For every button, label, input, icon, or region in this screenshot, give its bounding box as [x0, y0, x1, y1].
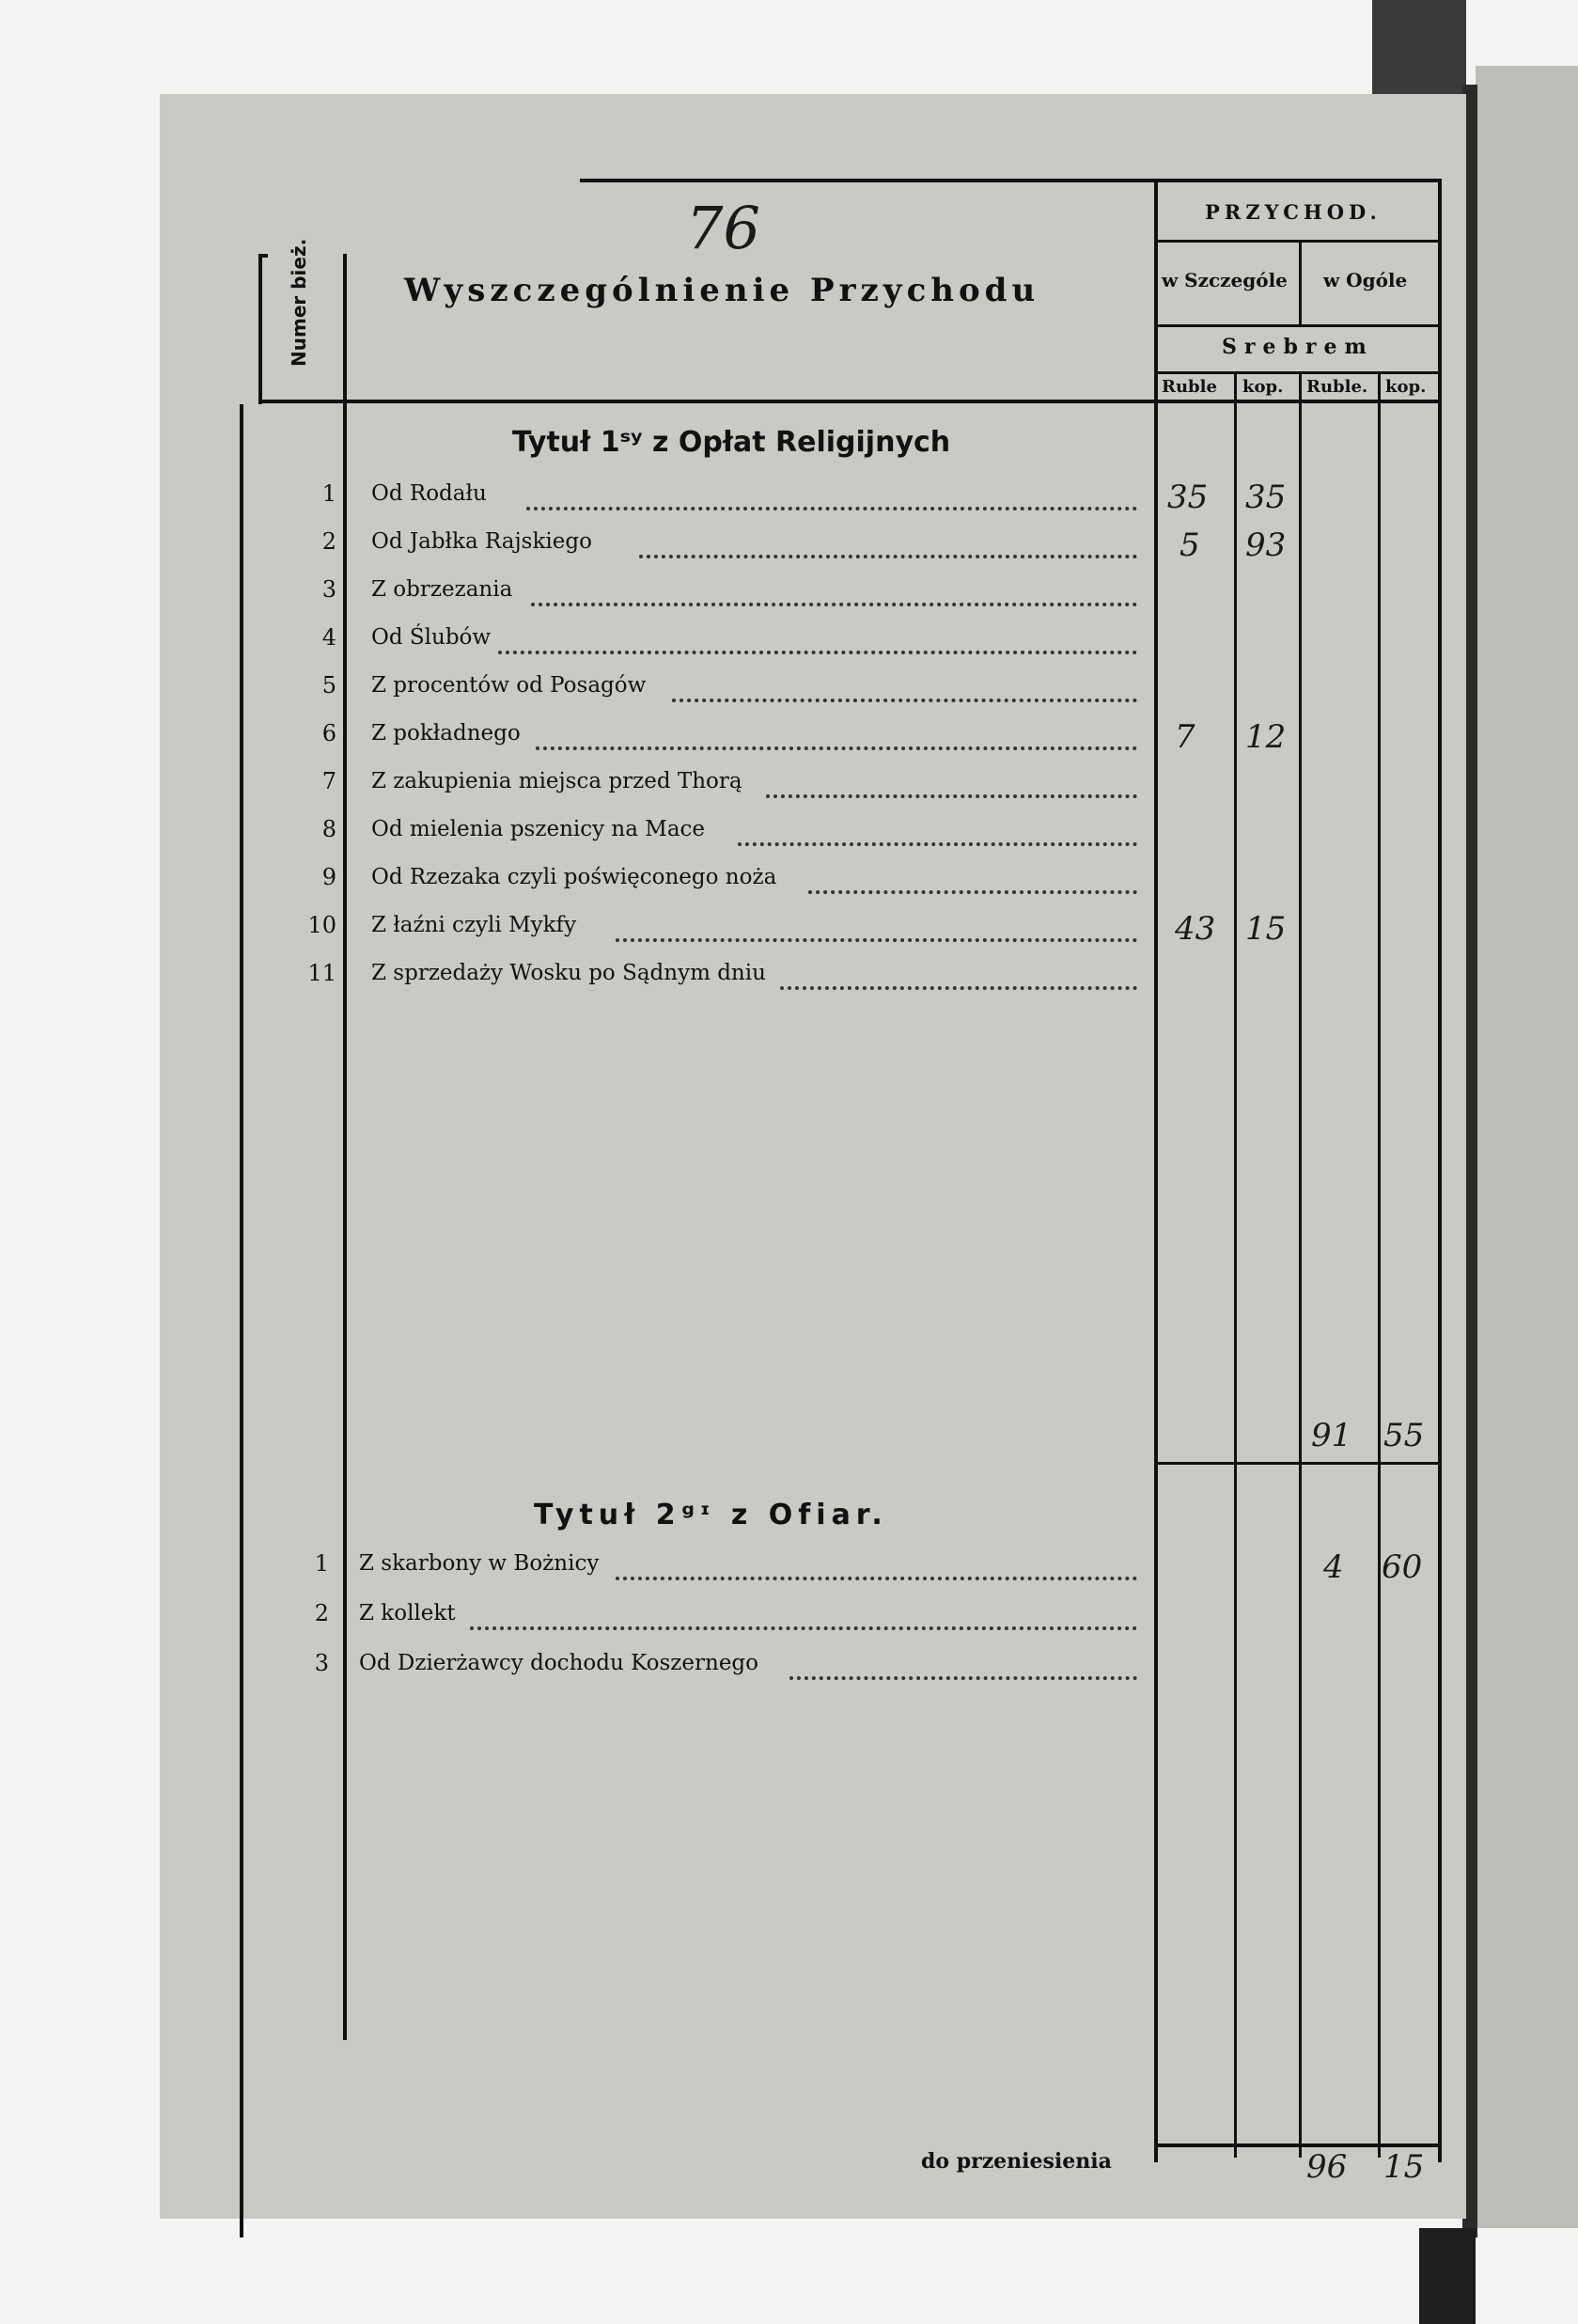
row-label: Od Ślubów — [371, 625, 492, 650]
scan-background — [1419, 2228, 1476, 2324]
ruble-header-2: Ruble. — [1306, 377, 1368, 397]
row-label: Z zakupienia miejsca przed Thorą — [371, 769, 742, 793]
row-label: Od mielenia pszenicy na Mace — [371, 817, 706, 841]
przychod-header: PRZYCHOD. — [1205, 200, 1382, 224]
ruble-value: 43 — [1175, 910, 1216, 948]
carry-ruble: 96 — [1306, 2148, 1348, 2186]
header-top-rule — [580, 179, 1440, 182]
row-number: 5 — [321, 672, 336, 699]
kop-rule-2 — [1378, 371, 1381, 2158]
page-number: 76 — [686, 194, 760, 262]
carry-kop: 15 — [1383, 2148, 1425, 2186]
ruble-value: 35 — [1167, 479, 1209, 516]
row-number: 8 — [321, 816, 336, 842]
row-label: Od Dzierżawcy dochodu Koszernego — [359, 1651, 759, 1675]
row-number: 7 — [321, 768, 336, 794]
kop-header-1: kop. — [1242, 377, 1284, 397]
kop-value: 15 — [1245, 910, 1287, 948]
left-margin-rule — [240, 404, 243, 2238]
w-szczegole-header: w Szczególe — [1162, 269, 1288, 291]
row-label: Z skarbony w Bożnicy — [359, 1551, 600, 1576]
adjacent-page-edge — [1476, 66, 1578, 2228]
row-label: Z procentów od Posagów — [371, 673, 647, 698]
rule — [258, 254, 262, 404]
leader-dots — [498, 647, 1137, 654]
ruble-value: 4 — [1323, 1548, 1344, 1586]
rule — [1154, 324, 1441, 327]
row-number: 10 — [307, 912, 336, 938]
leader-dots — [470, 1623, 1137, 1630]
row-label: Od Rodału — [371, 481, 487, 506]
kop-value: 35 — [1245, 479, 1287, 516]
number-column-rule — [343, 254, 347, 2040]
row-number: 1 — [321, 480, 336, 507]
row-label: Z pokładnego — [371, 721, 521, 746]
row-label: Od Jabłka Rajskiego — [371, 529, 592, 554]
leader-dots — [766, 791, 1137, 798]
right-column-rule — [1438, 179, 1442, 2162]
scan-background — [1372, 0, 1466, 94]
row-number: 6 — [321, 720, 336, 746]
row-number: 11 — [307, 960, 336, 986]
kop-header-2: kop. — [1385, 377, 1427, 397]
kop-rule-1 — [1234, 371, 1237, 2158]
srebrem-header: Srebrem — [1222, 335, 1374, 359]
carry-label: do przeniesienia — [921, 2149, 1112, 2174]
leader-dots — [616, 1573, 1137, 1580]
row-label: Z kollekt — [359, 1601, 456, 1625]
leader-dots — [789, 1672, 1137, 1680]
row-number: 3 — [321, 576, 336, 603]
leader-dots — [616, 934, 1137, 942]
ledger-sheet — [160, 94, 1466, 2219]
ruble-value: 7 — [1175, 718, 1195, 756]
section1-total-kop: 55 — [1383, 1417, 1425, 1454]
row-label: Od Rzezaka czyli poświęconego noża — [371, 865, 777, 889]
kop-value: 60 — [1382, 1548, 1423, 1586]
leader-dots — [526, 503, 1137, 510]
row-label: Z obrzezania — [371, 577, 513, 602]
leader-dots — [536, 743, 1137, 750]
w-ogole-header: w Ogóle — [1323, 269, 1408, 291]
row-number: 4 — [321, 624, 336, 651]
amount-column-rule — [1154, 179, 1158, 2162]
leader-dots — [780, 982, 1137, 990]
row-number: 1 — [314, 1550, 329, 1577]
row-number: 3 — [314, 1650, 329, 1676]
leader-dots — [672, 695, 1137, 702]
leader-dots — [531, 599, 1137, 606]
section1-title: Tytuł 1ˢʸ z Opłat Religijnych — [512, 426, 951, 459]
header-bottom-rule — [258, 400, 1441, 403]
ruble-rule-2 — [1299, 371, 1302, 2158]
ruble-header-1: Ruble — [1162, 377, 1217, 397]
rule — [1154, 371, 1441, 374]
row-label: Z sprzedaży Wosku po Sądnym dniu — [371, 961, 766, 985]
leader-dots — [808, 887, 1137, 894]
subtotal-rule — [1154, 1462, 1441, 1465]
ruble-value: 5 — [1180, 526, 1200, 564]
section2-title: Tytuł 2ᵍᶦ z Ofiar. — [534, 1499, 888, 1531]
row-number: 2 — [314, 1600, 329, 1626]
row-number: 9 — [321, 864, 336, 890]
kop-value: 93 — [1245, 526, 1287, 564]
leader-dots — [639, 551, 1137, 558]
rule — [1154, 240, 1441, 243]
row-label: Z łaźni czyli Mykfy — [371, 913, 577, 937]
column-title: Wyszczególnienie Przychodu — [404, 272, 1040, 309]
leader-dots — [738, 839, 1137, 846]
section1-total-ruble: 91 — [1311, 1417, 1352, 1454]
kop-value: 12 — [1245, 718, 1287, 756]
number-label: Numer bież. — [288, 238, 310, 367]
rule — [1299, 240, 1302, 324]
row-number: 2 — [321, 528, 336, 555]
carry-rule — [1154, 2143, 1441, 2147]
